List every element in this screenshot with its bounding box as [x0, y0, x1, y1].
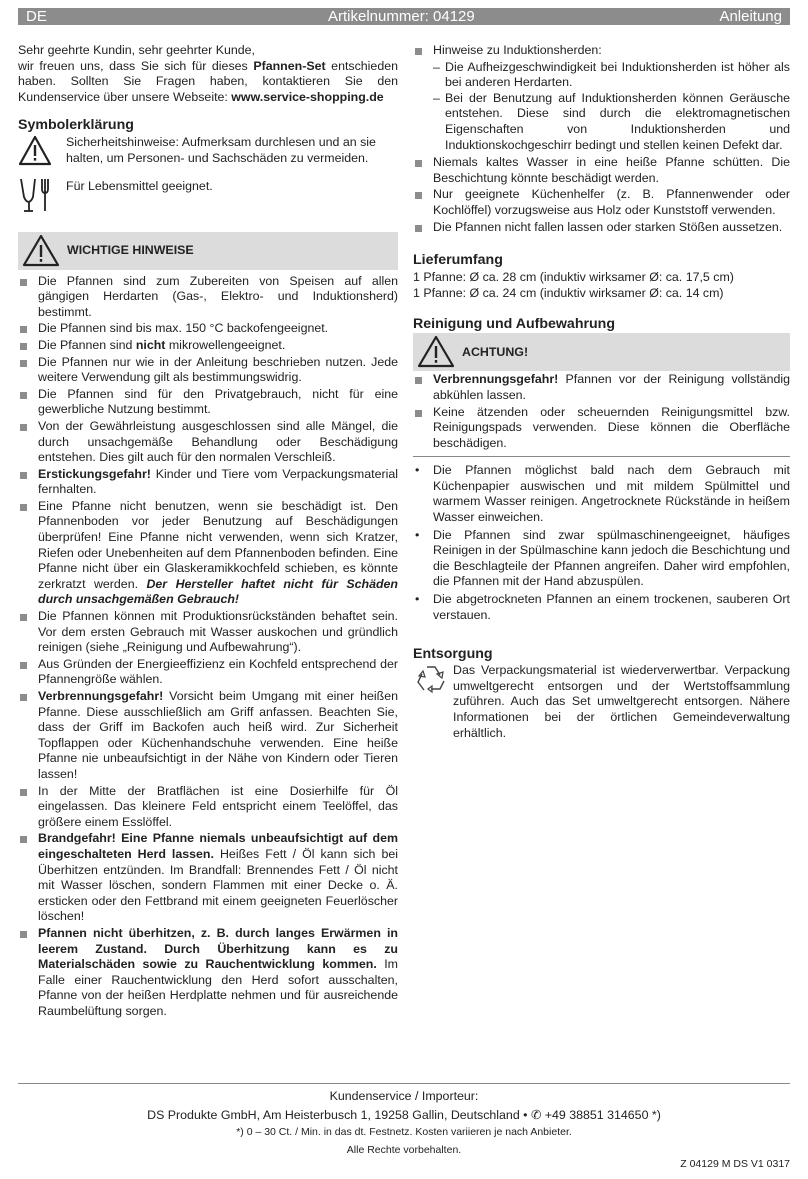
header-language: DE [26, 8, 47, 25]
list-item: Nur geeignete Küchenhelfer (z. B. Pfannenwender oder Kochlöffel) vorzugsweise aus Holz oder Kunststoff verwenden. [413, 187, 790, 218]
header-bar [18, 8, 790, 25]
list-item: Die Pfannen sind nicht mikrowellengeeignet. [18, 338, 398, 354]
caution-title: ACHTUNG! [462, 344, 529, 359]
cleaning-heading: Reinigung und Aufbewahrung [413, 316, 616, 333]
list-item: Die Pfannen können mit Produktionsrückständen behaftet sein. Vor dem ersten Gebrauch mit Wasser auskochen und gründlich reinigen (siehe „Reinigung und Aufbewahrung“). [18, 609, 398, 656]
symbol-warning-text: Sicherheitshinweise: Aufmerksam durchlesen und an sie halten, um Personen- und Sachschäden zu vermeiden. [66, 135, 376, 165]
left-column [18, 43, 398, 1020]
footer-divider [18, 1083, 790, 1084]
list-item: Verbrennungsgefahr! Vorsicht beim Umgang mit einer heißen Pfanne. Diese ausschließlich am Griff anfassen. Beachten Sie, dass der Griff im Backofen auch heiß wird. Zur Sicherheit Topflappen oder Küchenhandschuhe verwenden. Eine heiße Pfanne nie unbeaufsichtigt in der Nähe von Kindern oder Tieren lassen! [18, 689, 398, 783]
list-item: Keine ätzenden oder scheuernden Reinigungsmittel bzw. Reinigungspads verwenden. Diese können die Oberfläche beschädigen. [413, 405, 790, 452]
caution-banner [413, 333, 790, 371]
header-article-number: Artikelnummer: 04129 [328, 8, 475, 25]
important-notes-banner [18, 232, 398, 270]
list-item: Brandgefahr! Eine Pfanne niemals unbeaufsichtigt auf dem eingeschalteten Herd lassen. Heißes Fett / Öl kann sich bei Überhitzen entzünden. Im Brandfall: Brennendes Fett / Öl nicht mit Wasser löschen, sondern Flammen mit einer Decke o. Ä. ersticken oder den Fettbrand mit einem geeigneten Feuerlöscher löschen! [18, 831, 398, 925]
food-safe-icon [18, 177, 58, 218]
important-notes-list [18, 274, 398, 1020]
list-item: Hinweise zu Induktionsherden: [413, 43, 790, 59]
greeting: Sehr geehrte Kundin, sehr geehrter Kunde, [18, 43, 255, 57]
list-item: Die Pfannen sind für den Privatgebrauch, nicht für eine gewerbliche Nutzung bestimmt. [18, 387, 398, 418]
divider [413, 456, 790, 457]
intro-paragraph: wir freuen uns, dass Sie sich für dieses Pfannen-Set entschieden haben. Sollten Sie Fragen haben, kontaktieren Sie den Kundenservice über unsere Webseite: www.service-shopping.de [18, 58, 398, 104]
symbol-food-row [18, 177, 398, 218]
list-item: Eine Pfanne nicht benutzen, wenn sie beschädigt ist. Den Pfannenboden vor jeder Benutzung auf Beschädigungen überprüfen! Eine Pfanne nicht verwenden, wenn sich Kratzer, Riefen oder Unebenheiten auf dem Pfannenboden befinden. Eine Pfanne nicht über ein Glaskeramikkochfeld schieben, es könnte zerkratzt werden. Der Hersteller haftet nicht für Schäden durch unsachgemäßen Gebrauch! [18, 499, 398, 608]
footer-code: Z 04129 M DS V1 0317 [680, 1158, 790, 1170]
list-item: Die Pfannen sind zum Zubereiten von Speisen auf allen gängigen Herdarten (Gas-, Elektro- und Induktionsherd) bestimmt. [18, 274, 398, 321]
disposal-text: Das Verpackungsmaterial ist wiederverwertbar. Verpackung umweltgerecht entsorgen und der Wertstoffsammlung zuführen. Auch das Set umweltgerecht entsorgen. Nähere Informationen bei der örtlichen Gemeindeverwaltung erhältlich. [453, 663, 790, 740]
list-item: Aus Gründen der Energieeffizienz ein Kochfeld entsprechend der Pfannengröße wählen. [18, 657, 398, 688]
list-item: Erstickungsgefahr! Kinder und Tiere vom Verpackungsmaterial fernhalten. [18, 467, 398, 498]
footer-note: *) 0 – 30 Ct. / Min. in das dt. Festnetz. Kosten variieren je nach Anbieter. [236, 1126, 572, 1138]
footer-rights: Alle Rechte vorbehalten. [346, 1144, 462, 1156]
warning-triangle-icon [416, 335, 456, 369]
list-item: Die Pfannen nur wie in der Anleitung beschrieben nutzen. Jede weitere Verwendung gilt als bestimmungswidrig. [18, 355, 398, 386]
symbol-warning-row [18, 135, 398, 171]
list-item: Niemals kaltes Wasser in eine heiße Pfanne schütten. Die Beschichtung könnte beschädigt werden. [413, 155, 790, 186]
disposal-heading: Entsorgung [413, 646, 493, 663]
list-item: • Die Pfannen sind zwar spülmaschinengeeignet, häufiges Reinigen in der Spülmaschine kann jedoch die Beschichtung und die Beschlagteile der Pfannen angreifen. Daher wird empfohlen, die Pfannen mit der Hand abzuspülen. [413, 528, 790, 590]
caution-list [413, 372, 790, 451]
symbol-food-text: Für Lebensmittel geeignet. [66, 178, 213, 193]
list-item: • Die Pfannen möglichst bald nach dem Gebrauch mit Küchenpapier auswischen und mit mildem Spülmittel und warmem Wasser reinigen. Angetrocknete Rückstände in heißem Wasser einweichen. [413, 463, 790, 525]
warning-triangle-icon [21, 234, 61, 268]
service-url: www.service-shopping.de [231, 89, 384, 104]
list-item: In der Mitte der Bratflächen ist eine Dosierhilfe für Öl eingelassen. Das kleinere Feld entspricht einem Teelöffel, das größere einem Esslöffel. [18, 784, 398, 831]
list-item: – Die Aufheizgeschwindigkeit bei Induktionsherden ist höher als bei anderen Herdarten. [413, 60, 790, 91]
symbols-heading: Symbolerklärung [18, 117, 134, 134]
induction-sublist [413, 60, 790, 154]
delivery-line-2: 1 Pfanne: Ø ca. 24 cm (induktiv wirksamer Ø: ca. 14 cm) [413, 285, 724, 300]
delivery-line-1: 1 Pfanne: Ø ca. 28 cm (induktiv wirksamer Ø: ca. 17,5 cm) [413, 270, 734, 285]
list-item: Die Pfannen sind bis max. 150 °C backofengeeignet. [18, 321, 398, 337]
list-item: Pfannen nicht überhitzen, z. B. durch langes Erwärmen in leerem Zustand. Durch Überhitzung kann es zu Materialschäden sowie zu Rauchentwicklung kommen. Im Falle einer Rauchentwicklung den Herd sofort ausschalten, Pfanne von der heißen Herdplatte nehmen und für ausreichende Raumbelüftung sorgen. [18, 926, 398, 1020]
footer-address: DS Produkte GmbH, Am Heisterbusch 1, 19258 Gallin, Deutschland • ✆ +49 38851 314650 *) [147, 1108, 661, 1122]
list-item: Von der Gewährleistung ausgeschlossen sind alle Mängel, die durch unsachgemäße Behandlung oder Beschädigung entstehen. Dies gilt auch für den normalen Verschleiß. [18, 419, 398, 466]
list-item: Verbrennungsgefahr! Pfannen vor der Reinigung vollständig abkühlen lassen. [413, 372, 790, 403]
header-doc-type: Anleitung [719, 8, 782, 25]
disposal-row [413, 663, 790, 741]
general-list [413, 155, 790, 235]
footer-service: Kundenservice / Importeur: [329, 1089, 479, 1103]
important-notes-title: WICHTIGE HINWEISE [67, 242, 194, 257]
induction-list [413, 43, 790, 59]
list-item: – Bei der Benutzung auf Induktionsherden können Geräusche entstehen. Diese sind durch die elektromagnetischen Eigenschaften von Induktionsherden und Induktionskochgeschirr bedingt und stellen keinen Defekt dar. [413, 91, 790, 153]
list-item: • Die abgetrockneten Pfannen an einem trockenen, sauberen Ort verstauen. [413, 592, 790, 623]
list-item: Die Pfannen nicht fallen lassen oder starken Stößen aussetzen. [413, 220, 790, 236]
delivery-heading: Lieferumfang [413, 252, 503, 269]
warning-triangle-icon [18, 135, 58, 171]
cleaning-list [413, 463, 790, 623]
recycling-icon [413, 663, 453, 704]
right-column [413, 43, 790, 741]
